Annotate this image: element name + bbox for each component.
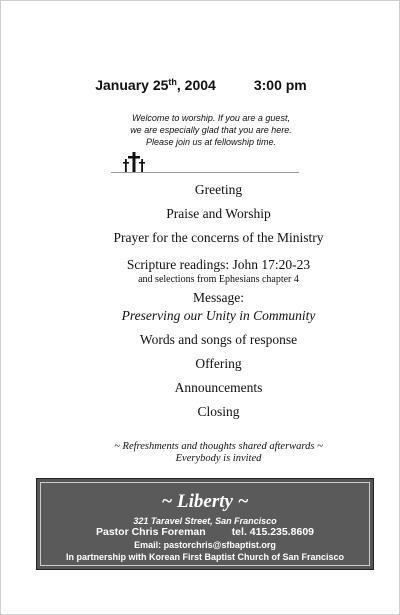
order-message-title: Preserving our Unity in Community xyxy=(121,308,316,323)
order-praise: Praise and Worship xyxy=(166,206,271,221)
church-info-box-inner xyxy=(40,482,370,566)
service-date-month-day: January 25 xyxy=(95,77,169,93)
refreshments-line-2: Everybody is invited xyxy=(175,453,262,464)
order-of-service xyxy=(1,181,400,421)
pastor-name: Pastor Chris Foreman xyxy=(95,526,206,538)
church-address: 321 Taravel Street, San Francisco xyxy=(133,516,277,526)
church-phone: tel. 415.235.8609 xyxy=(231,526,315,538)
order-greeting: Greeting xyxy=(194,182,243,197)
service-date-suffix: th xyxy=(168,77,177,87)
welcome-line-3: Please join us at fellowship time. xyxy=(145,137,277,147)
church-name: ~ Liberty ~ xyxy=(161,491,249,512)
order-prayer: Prayer for the concerns of the Ministry xyxy=(113,230,324,245)
service-date-year: , 2004 xyxy=(176,77,216,93)
welcome-line-1: Welcome to worship. If you are a guest, xyxy=(132,113,290,123)
refreshments-note xyxy=(1,441,400,465)
order-announcements: Announcements xyxy=(174,380,263,395)
church-email: Email: pastorchris@sfbaptist.org xyxy=(134,540,276,550)
partnership-note: In partnership with Korean First Baptist Church of San Francisco xyxy=(65,552,345,562)
welcome-message xyxy=(1,112,400,148)
section-divider xyxy=(111,152,299,174)
order-offering: Offering xyxy=(195,356,242,371)
order-closing: Closing xyxy=(197,404,240,419)
order-response: Words and songs of response xyxy=(139,332,298,347)
order-message-label: Message: xyxy=(193,290,244,305)
pastor-contact xyxy=(41,527,369,537)
service-date-time xyxy=(1,77,400,93)
three-crosses-icon xyxy=(123,152,145,172)
church-info-box xyxy=(36,478,374,570)
order-scripture: Scripture readings: John 17:20-23 xyxy=(126,257,311,272)
order-scripture-sub: and selections from Ephesians chapter 4 xyxy=(138,274,299,285)
divider-line xyxy=(111,172,299,173)
service-time: 3:00 pm xyxy=(253,77,307,93)
refreshments-line-1: ~ Refreshments and thoughts shared afterwards ~ xyxy=(114,441,323,452)
welcome-line-2: we are especially glad that you are here. xyxy=(130,125,292,135)
